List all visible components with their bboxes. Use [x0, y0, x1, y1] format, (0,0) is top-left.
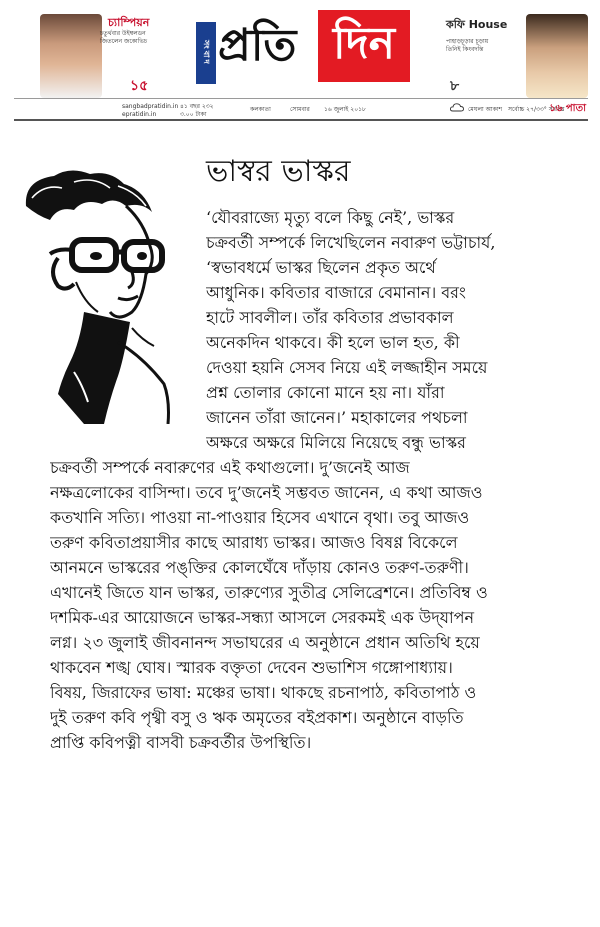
promo-sports-line2: জিতলেন জকোভিচ	[100, 38, 148, 45]
dateline-pages: ১৬ পাতা	[549, 103, 586, 114]
promo-sports-page: ১৫	[130, 78, 149, 94]
promo-coffee-subtitle	[446, 38, 488, 54]
article-line: দুই তরুণ কবি পৃথ্বী বসু ও ঋক অমৃতের বইপ্রকাশ। অনুষ্ঠানে বাড়তি	[50, 708, 464, 727]
player-photo	[40, 14, 102, 98]
dateline-date: ১৬ জুলাই ২০১৮	[324, 106, 366, 113]
dateline-volume	[180, 103, 214, 119]
dateline-temperature: সর্বোচ্চ ২৭/৩৩° সর্বনিম্ন	[508, 106, 565, 113]
cloud-icon	[450, 102, 464, 112]
article-line: নক্ষত্রলোকের বাসিন্দা। তবে দু’জনেই সম্ভবত জানেন, এ কথা আজও	[50, 483, 483, 502]
dateline-site[interactable]: epratidin.in	[122, 111, 157, 118]
promo-coffee-title: কফি House	[446, 18, 508, 31]
article-line: থাকবেন শঙ্খ ঘোষ। স্মারক বক্তৃতা দেবেন শুভাশিস গঙ্গোপাধ্যায়।	[50, 658, 453, 677]
dateline-weather: মেঘলা আকাশ	[468, 106, 503, 113]
article-line: প্রশ্ন তোলার কোনো মানে হয় না। যাঁরা	[206, 383, 445, 402]
article-body-top	[206, 205, 578, 455]
dateline-bar	[14, 98, 588, 121]
article-line: দশমিক-এর আয়োজনে ভাস্কর-সন্ধ্যা আসলে সেরকমই এক উদ্‌যাপন	[50, 608, 475, 627]
article-line: ‘স্বভাবধর্মে ভাস্কর ছিলেন প্রকৃত অর্থে	[206, 258, 436, 277]
poet-sketch-portrait-icon	[14, 162, 184, 424]
article-line: অনেকদিন থাকবে। কী হলে ভাল হত, কী	[206, 333, 460, 352]
logo-text-left: প্রতি	[218, 20, 297, 71]
promo-coffee-line2: তিনিই কিংবদন্তি	[446, 46, 484, 53]
article-line: বিষয়, জিরাফের ভাষা: মঞ্চের ভাষা। থাকছে রচনাপাঠ, কবিতাপাঠ ও	[50, 683, 477, 702]
article-line: তরুণ কবিতাপ্রয়াসীর কাছে আরাধ্য ভাস্কর। আজও বিষণ্ণ বিকেলে	[50, 533, 458, 552]
dateline-day: সোমবার	[290, 106, 310, 113]
dateline-web[interactable]	[122, 103, 178, 119]
masthead	[0, 0, 600, 122]
promo-coffee-line1: পাহাড়চূড়ার চূড়ায়	[446, 38, 489, 45]
article-line: জানেন তাঁরা জানেন।’ মহাকালের পথচলা	[206, 408, 468, 427]
logo-tag: সংবাদ	[196, 22, 216, 84]
article-line: আনমনে ভাস্করের পঙ্‌ক্তির কোলঘেঁষে দাঁড়ায় কোনও তরুণ-তরুণী।	[50, 558, 469, 577]
dateline-city: কলকাতা	[250, 106, 271, 113]
logo-text-right: দিন	[318, 10, 410, 82]
dateline-price: ৩.০০ টাকা	[180, 111, 207, 118]
article-line: আধুনিক। কবিতার বাজারে বেমানান। বরং	[206, 283, 466, 302]
article-line: ‘যৌবরাজ্যে মৃত্যু বলে কিছু নেই’, ভাস্কর	[206, 208, 455, 227]
promo-coffee-house[interactable]	[442, 8, 590, 96]
dateline-email[interactable]: sangbadpratidin.in	[122, 103, 179, 110]
promo-sports[interactable]	[38, 8, 166, 96]
article-line: চক্রবর্তী সম্পর্কে নবারুণের এই কথাগুলো। দু’জনেই আজ	[50, 458, 410, 477]
article-line: দেওয়া হয়নি সেসব নিয়ে এই লজ্জাহীন সময়ে	[206, 358, 488, 377]
article-body-bottom	[50, 455, 590, 755]
article-line: কতখানি সত্যি। পাওয়া না-পাওয়ার হিসেব এখানে বৃথা। তবু আজও	[50, 508, 470, 527]
promo-coffee-page: ৮	[450, 78, 460, 94]
article-line: অক্ষরে অক্ষরে মিলিয়ে নিয়েছে বন্ধু ভাস্কর	[206, 433, 466, 452]
promo-sports-subtitle	[100, 30, 147, 46]
article-line: চক্রবর্তী সম্পর্কে লিখেছিলেন নবারুণ ভট্টাচার্য,	[206, 233, 496, 252]
article-headline: ভাস্বর ভাস্কর	[206, 154, 351, 189]
article-line: হাটে সাবলীল। তাঁর কবিতার প্রভাবকাল	[206, 308, 454, 327]
person-photo	[526, 14, 588, 98]
article-line: প্রাপ্তি কবিপত্নী বাসবী চক্রবর্তীর উপস্থিতি।	[50, 733, 312, 752]
dateline-vol: ৪১ বছর ২৩২	[180, 103, 214, 110]
promo-sports-title: চ্যাম্পিয়ন	[108, 16, 150, 29]
newspaper-logo[interactable]	[196, 8, 410, 96]
promo-sports-line1: চতুর্থবার উইম্বলডন	[100, 30, 146, 37]
article-line: লগ্ন। ২৩ জুলাই জীবনানন্দ সভাঘরের এ অনুষ্ঠানে প্রধান অতিথি হয়ে	[50, 633, 480, 652]
article-line: এখানেই জিতে যান ভাস্কর, তারুণ্যের সুতীব্র সেলিব্রেশনে। প্রতিবিম্ব ও	[50, 583, 488, 602]
